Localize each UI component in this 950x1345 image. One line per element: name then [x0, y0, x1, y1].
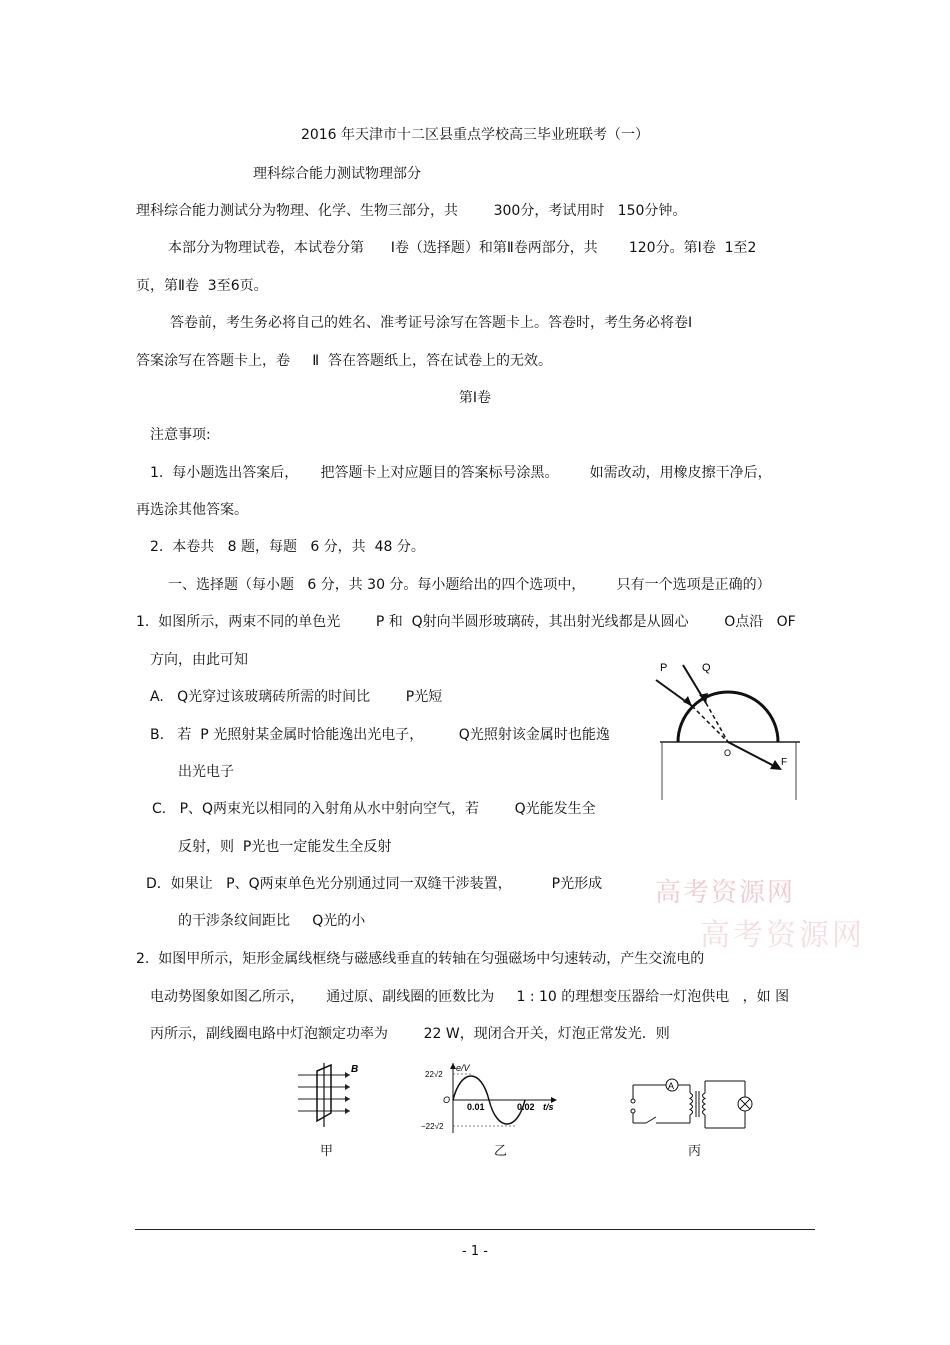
emf-waveform-graph	[421, 1063, 575, 1138]
intro-paragraph-2-cont: 页，第Ⅱ卷 3至6页。	[136, 278, 268, 294]
question-2-stem-cont: 电动势图象如图乙所示， 通过原、副线圈的匝数比为 1 : 10 的理想变压器给一灯泡供电 ，如 图	[150, 989, 790, 1005]
label-p: P	[660, 662, 668, 674]
origin-label: O	[443, 1095, 451, 1105]
page-number: - 1 -	[462, 1244, 488, 1259]
question-1-stem: 1. 如图所示，两束不同的单色光 P 和 Q射向半圆形玻璃砖，其出射光线都是从圆心 O点沿 OF	[136, 614, 796, 630]
intro-paragraph-2: 本部分为物理试卷，本试卷分第 Ⅰ卷（选择题）和第Ⅱ卷两部分，共 120分。第Ⅰ卷 1至2	[168, 240, 757, 256]
label-q: Q	[702, 662, 711, 674]
section-heading: 第Ⅰ卷	[458, 390, 492, 406]
t1-label: 0.01	[467, 1102, 485, 1112]
ymax-label: 22√2	[425, 1070, 443, 1079]
switch	[646, 1117, 656, 1123]
question-1-option-b: B. 若 P 光照射某金属时恰能逸出光电子， Q光照射该金属时也能逸	[150, 727, 610, 743]
question-1-option-c: C. P、Q两束光以相同的入射角从水中射向空气，若 Q光能发生全	[152, 801, 596, 817]
figure-yi-caption: 乙	[494, 1144, 508, 1159]
intro-paragraph-3-cont: 答案涂写在答题卡上，卷 Ⅱ 答在答题纸上，答在试卷上的无效。	[136, 353, 553, 369]
figure-bing-caption: 丙	[688, 1144, 702, 1159]
ymin-label: −22√2	[421, 1122, 444, 1131]
ammeter-label: A	[668, 1081, 675, 1091]
intro-paragraph-3: 答卷前，考生务必将自己的姓名、准考证号涂写在答题卡上。答卷时，考生务必将卷Ⅰ	[170, 315, 693, 331]
x-axis-label: t/s	[543, 1102, 554, 1112]
transformer-circuit-diagram	[628, 1073, 758, 1143]
question-1-option-d: D．如果让 P、Q两束单色光分别通过同一双缝干涉装置， P光形成	[146, 876, 603, 892]
t2-label: 0.02	[517, 1102, 535, 1112]
notes-title: 注意事项:	[150, 427, 211, 443]
figure-jia-caption: 甲	[320, 1144, 334, 1159]
question-1-option-b-cont: 出光电子	[178, 764, 234, 780]
question-1-option-d-cont: 的干涉条纹间距比 Q光的小	[178, 913, 366, 929]
watermark-secondary: 高考资源网	[700, 918, 865, 953]
question-1-option-a: A. Q光穿过该玻璃砖所需的时间比 P光短	[150, 689, 443, 705]
label-f: F	[781, 757, 788, 768]
ray-of	[728, 742, 778, 768]
footer-rule	[135, 1229, 815, 1230]
intro-paragraph-1: 理科综合能力测试分为物理、化学、生物三部分，共 300分，考试用时 150分钟。	[136, 203, 687, 219]
semicircle-refraction-diagram	[650, 655, 820, 805]
watermark: 高考资源网	[655, 878, 796, 908]
page-title: 2016 年天津市十二区县重点学校高三毕业班联考（一）	[300, 127, 650, 143]
coil-in-field-diagram	[295, 1063, 365, 1138]
page-subtitle: 理科综合能力测试物理部分	[253, 166, 421, 182]
question-2-stem: 2. 如图甲所示，矩形金属线框绕与磁感线垂直的转轴在匀强磁场中匀速转动，产生交流电的	[136, 951, 705, 967]
semicircle-glass	[678, 692, 778, 742]
question-2-stem-cont-2: 丙所示，副线圈电路中灯泡额定功率为 22 W，现闭合开关，灯泡正常发光．则	[150, 1026, 670, 1042]
y-axis-label: e/V	[456, 1063, 470, 1073]
question-1-option-c-cont: 反射，则 P光也一定能发生全反射	[178, 839, 392, 855]
question-1-stem-cont: 方向，由此可知	[150, 652, 248, 668]
field-label: B	[351, 1064, 359, 1075]
part-heading: 一、选择题（每小题 6 分，共 30 分。每小题给出的四个选项中， 只有一个选项是正确的）	[168, 577, 771, 593]
ray-p-arrowhead	[683, 696, 692, 706]
secondary-coil	[703, 1093, 706, 1115]
note-1-cont: 再选涂其他答案。	[136, 502, 248, 518]
note-1: 1. 每小题选出答案后， 把答题卡上对应题目的答案标号涂黑。 如需改动，用橡皮擦干净后，	[150, 465, 772, 481]
label-o: O	[724, 748, 732, 758]
primary-coil	[690, 1093, 693, 1115]
note-2: 2. 本卷共 8 题，每题 6 分，共 48 分。	[150, 539, 425, 555]
